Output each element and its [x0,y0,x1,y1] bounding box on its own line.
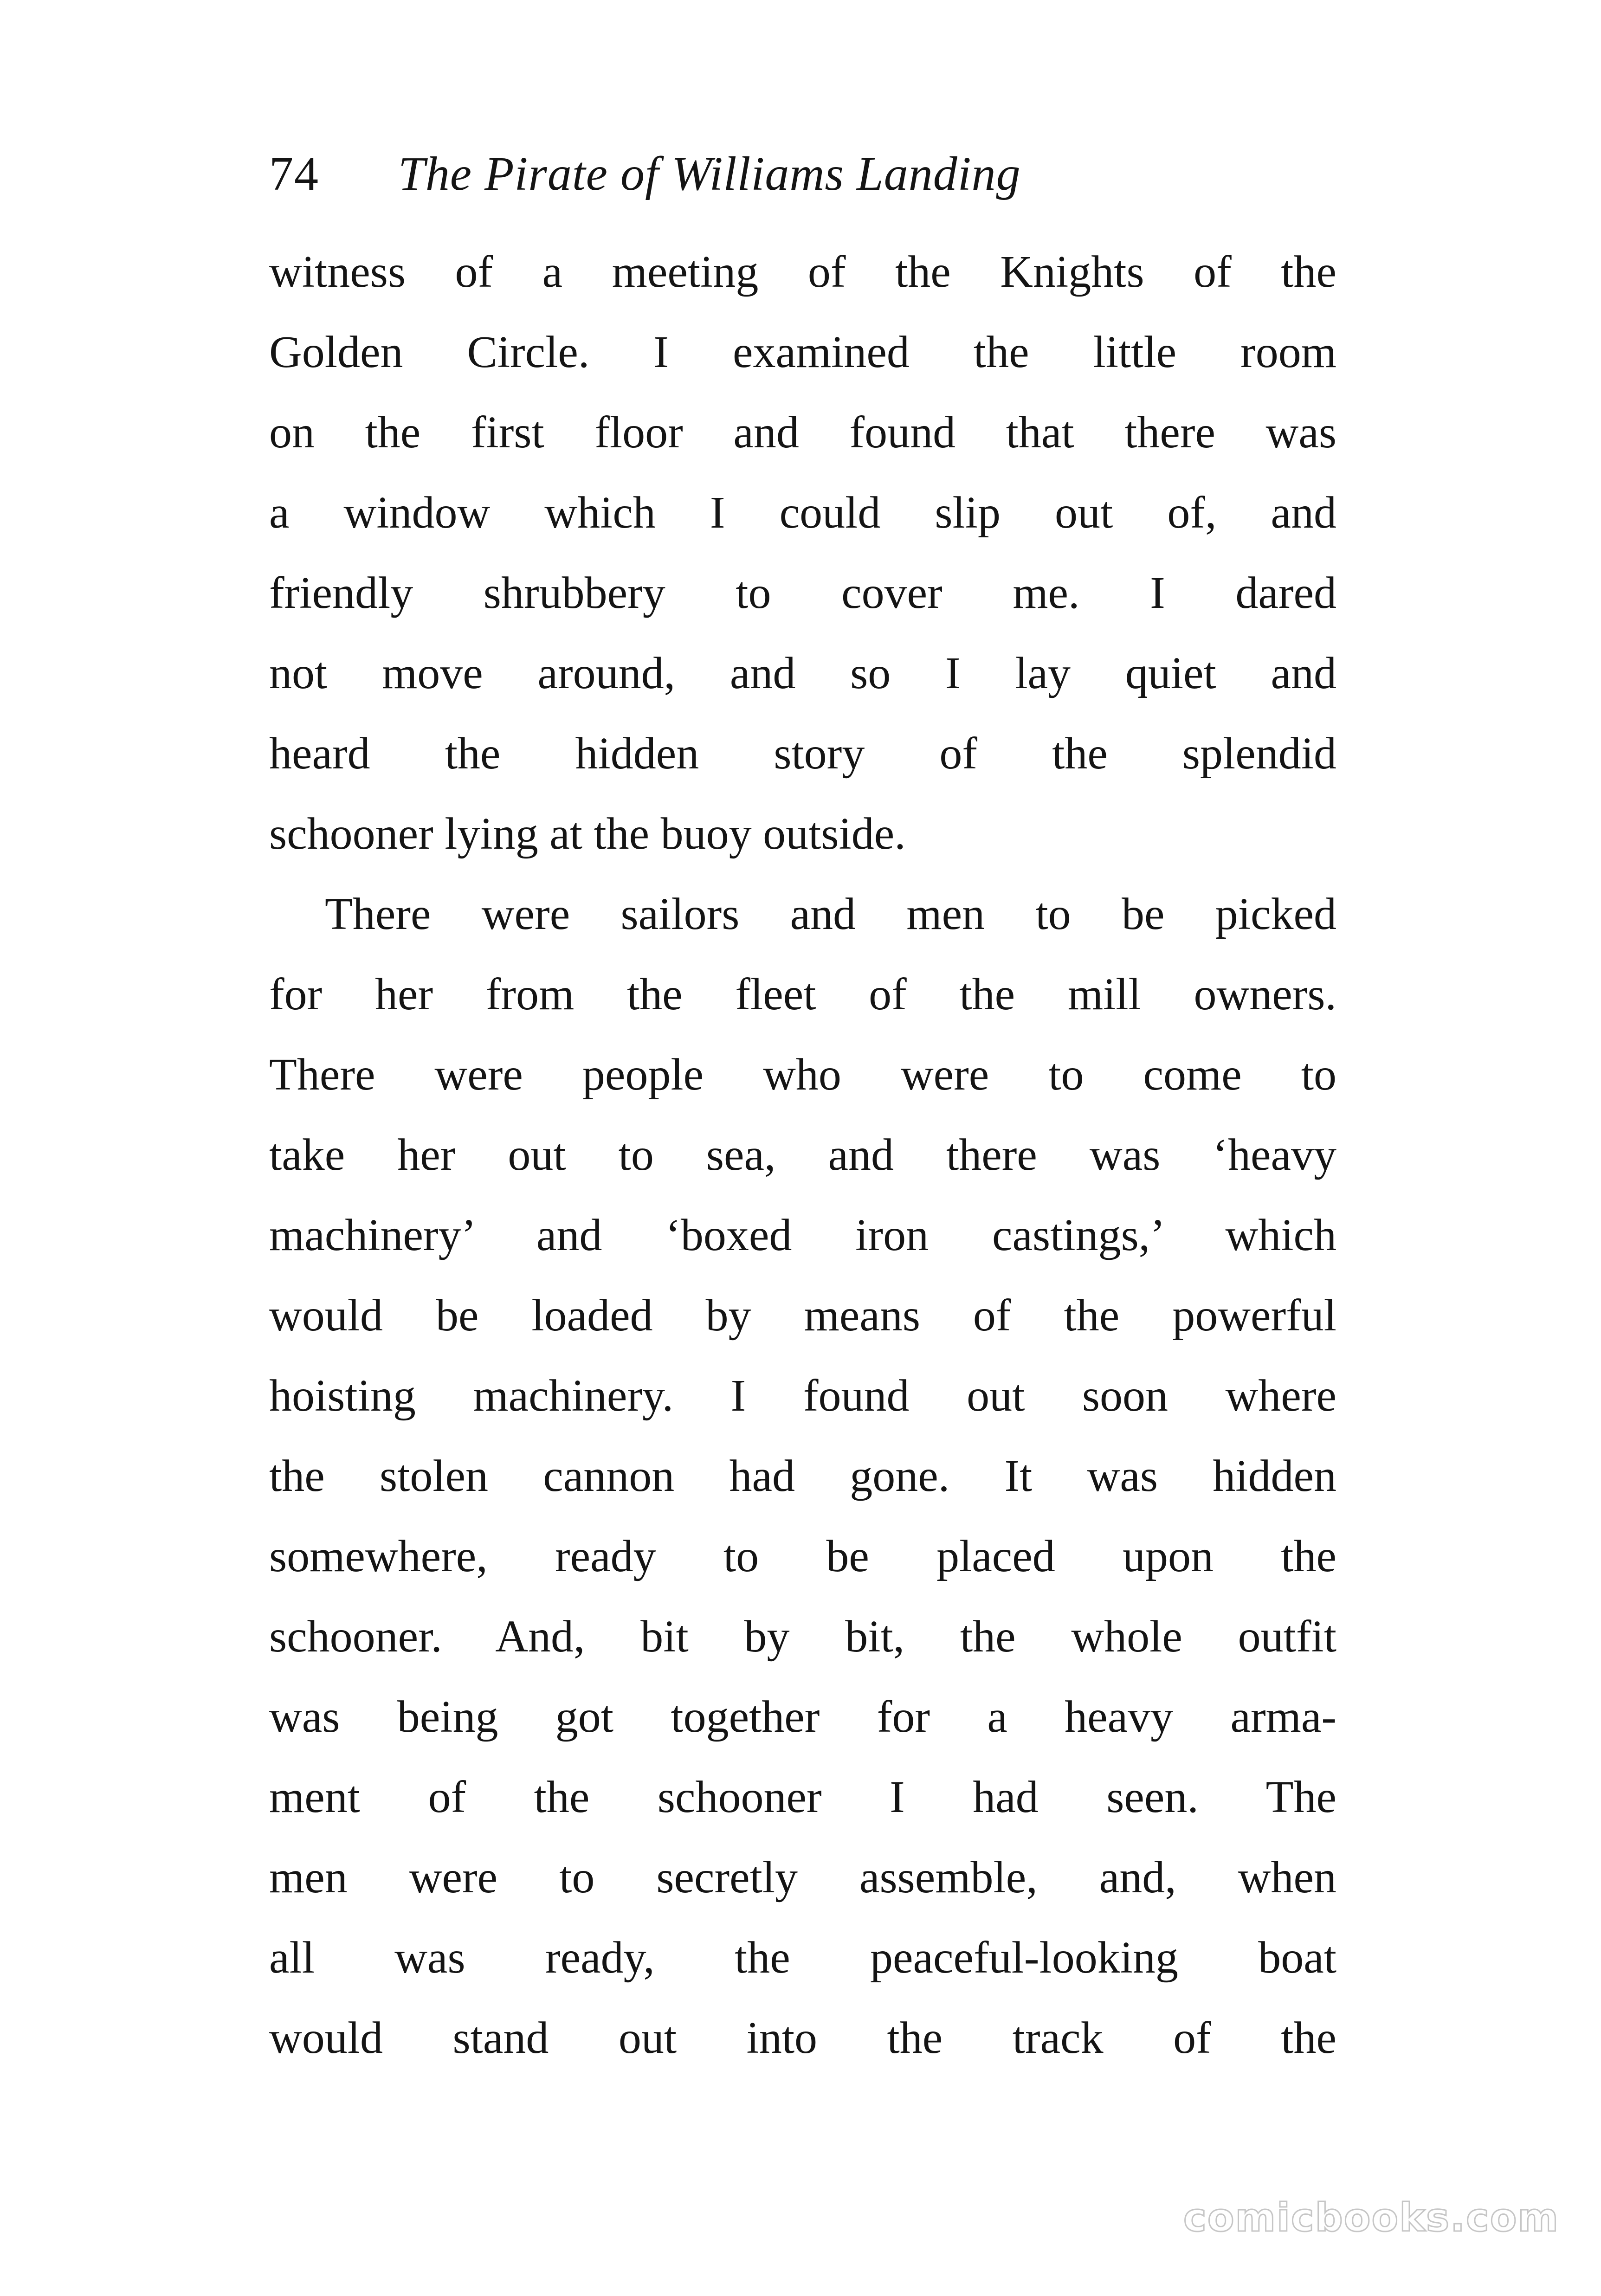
text-line: somewhere, ready to be placed upon the [269,1531,1336,1581]
text-line: for her from the fleet of the mill owners. [269,969,1336,1019]
text-line: men were to secretly assemble, and, when [269,1852,1336,1903]
text-line: machinery’ and ‘boxed iron castings,’ which [269,1210,1336,1260]
text-line: on the first floor and found that there was [269,407,1336,458]
book-title: The Pirate of Williams Landing [398,147,1021,200]
text-line: not move around, and so I lay quiet and [269,648,1336,698]
text-line: There were sailors and men to be picked [325,889,1336,939]
text-line: a window which I could slip out of, and [269,488,1336,538]
body-text [269,232,1336,2078]
text-line: heard the hidden story of the splendid [269,729,1336,779]
text-line: would be loaded by means of the powerful [269,1290,1336,1341]
text-line: would stand out into the track of the [269,2013,1336,2063]
text-line: friendly shrubbery to cover me. I dared [269,568,1336,618]
text-line: There were people who were to come to [269,1050,1336,1100]
watermark: comicbooks.com [1183,2195,1559,2240]
text-line: was being got together for a heavy arma- [269,1692,1336,1742]
text-line: take her out to sea, and there was ‘heavy [269,1130,1336,1180]
running-head [269,139,1021,209]
text-line: schooner lying at the buoy outside. [269,809,906,859]
text-line: ment of the schooner I had seen. The [269,1772,1336,1822]
text-line: Golden Circle. I examined the little room [269,327,1336,377]
paragraph-2 [269,874,1336,2078]
paragraph-1 [269,232,1336,874]
text-line: hoisting machinery. I found out soon where [269,1371,1336,1421]
text-line: witness of a meeting of the Knights of the [269,247,1336,297]
text-line: all was ready, the peaceful-looking boat [269,1933,1336,1983]
page-number: 74 [269,147,319,200]
text-line: schooner. And, bit by bit, the whole outfit [269,1612,1336,1662]
text-line: the stolen cannon had gone. It was hidden [269,1451,1336,1501]
